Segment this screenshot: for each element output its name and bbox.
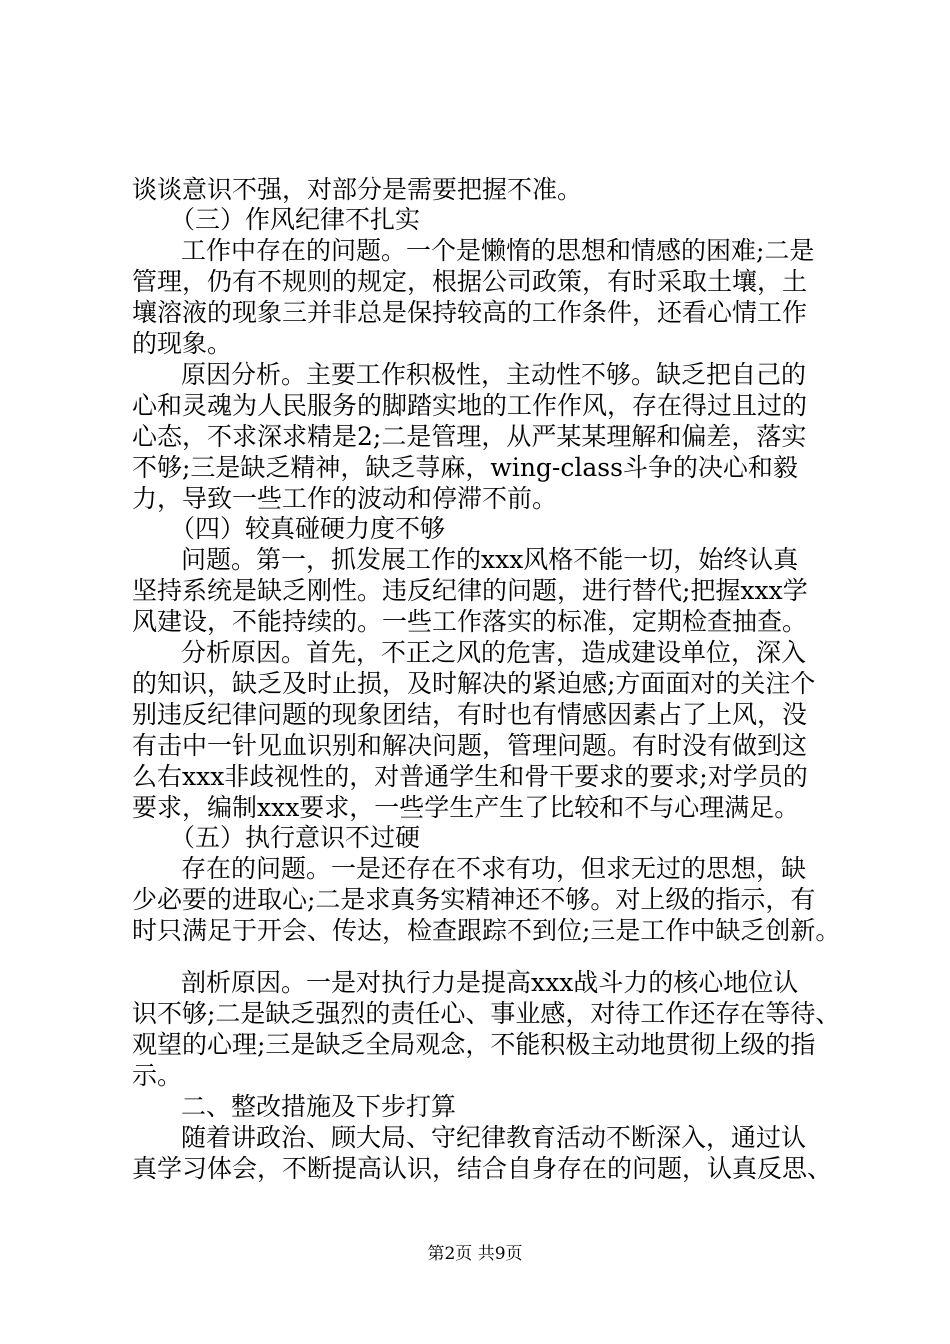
body-text-line: 力，导致一些工作的波动和停滞不前。 [132, 484, 558, 513]
body-text-line: 的现象。 [132, 329, 233, 358]
body-text-line: 分析原因。首先，不正之风的危害，造成建设单位，深入 [181, 638, 807, 667]
body-text-line: 真学习体会，不断提高认识，结合自身存在的问题，认真反思、 [132, 1154, 833, 1183]
body-text-line: 少必要的进取心;二是求真务实精神还不够。对上级的指示，有 [132, 885, 816, 914]
body-text-line: 存在的问题。一是还存在不求有功，但求无过的思想，缺 [181, 854, 807, 883]
body-text-line: 心和灵魂为人民服务的脚踏实地的工作作风，存在得过且过的 [132, 391, 808, 420]
body-text-line: 识不够;二是缺乏强烈的责任心、事业感，对待工作还存在等待、 [132, 999, 841, 1028]
body-text-line: 风建设，不能持续的。一些工作落实的标准，定期检查抽查。 [132, 607, 808, 636]
body-text-line: 要求，编制xxx要求，一些学生产生了比较和不与心理满足。 [132, 793, 800, 822]
body-text-line: 么右xxx非歧视性的，对普通学生和骨干要求的要求;对学员的 [132, 762, 808, 791]
body-text-line: 不够;三是缺乏精神，缺乏荨麻，wing-class斗争的决心和毅 [132, 453, 798, 482]
section-heading: 二、整改措施及下步打算 [181, 1092, 457, 1121]
body-text-line: 问题。第一，抓发展工作的xxx风格不能一切，始终认真 [181, 545, 799, 574]
body-text-line: 观望的心理;三是缺乏全局观念，不能积极主动地贯彻上级的指 [132, 1030, 816, 1059]
page-number-footer: 第2页 共9页 [427, 1244, 523, 1264]
body-text-line: 随着讲政治、顾大局、守纪律教育活动不断深入，通过认 [181, 1123, 807, 1152]
body-text-line: 坚持系统是缺乏刚性。违反纪律的问题，进行替代;把握xxx学 [132, 576, 808, 605]
body-text-line: 管理，仍有不规则的规定，根据公司政策，有时采取土壤，土 [132, 267, 808, 296]
section-heading: （五）执行意识不过硬 [170, 823, 421, 852]
body-text-line: 示。 [132, 1061, 183, 1090]
section-heading: （三）作风纪律不扎实 [170, 205, 421, 234]
section-heading: （四）较真碰硬力度不够 [170, 514, 446, 543]
body-text-line: 剖析原因。一是对执行力是提高xxx战斗力的核心地位认 [181, 968, 799, 997]
body-text-line: 心态，不求深求精是2;二是管理，从严某某理解和偏差，落实 [132, 422, 807, 451]
body-text-line: 原因分析。主要工作积极性，主动性不够。缺乏把自己的 [181, 360, 807, 389]
body-text-line: 时只满足于开会、传达，检查跟踪不到位;三是工作中缺乏创新。 [132, 916, 841, 945]
body-text-line: 的知识，缺乏及时止损，及时解决的紧迫感;方面面对的关注个 [132, 669, 816, 698]
body-text-line: 工作中存在的问题。一个是懒惰的思想和情感的困难;二是 [181, 236, 815, 265]
body-text-line: 谈谈意识不强，对部分是需要把握不准。 [132, 175, 583, 204]
body-text-line: 有击中一针见血识别和解决问题，管理问题。有时没有做到这 [132, 731, 808, 760]
body-text-line: 别违反纪律问题的现象团结，有时也有情感因素占了上风，没 [132, 700, 808, 729]
body-text-line: 壤溶液的现象三并非总是保持较高的工作条件，还看心情工作 [132, 298, 808, 327]
